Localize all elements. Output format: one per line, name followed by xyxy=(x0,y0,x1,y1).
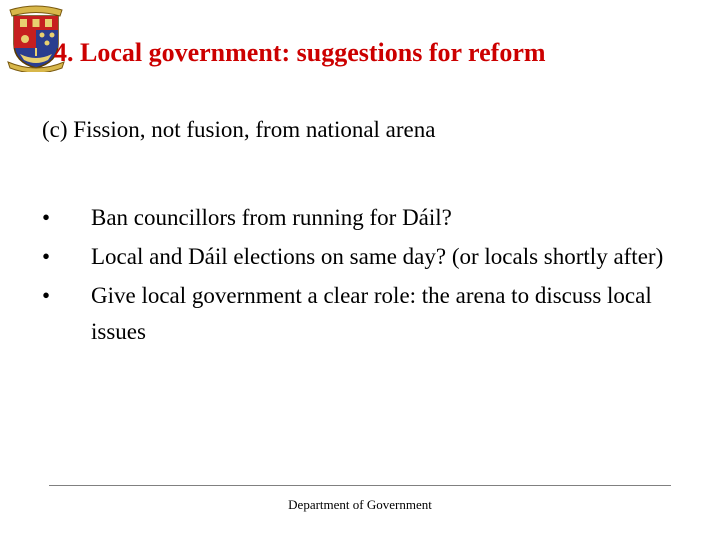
slide-subtitle: (c) Fission, not fusion, from national arena xyxy=(42,117,436,142)
bullet-text: Local and Dáil elections on same day? (or locals shortly after) xyxy=(91,244,664,269)
bullet-text: Give local government a clear role: the arena to discuss local issues xyxy=(91,283,652,344)
bullet-item xyxy=(42,239,682,275)
slide-title: 4. Local government: suggestions for reform xyxy=(54,38,546,67)
bullet-glyph: • xyxy=(42,283,51,308)
bullet-glyph: • xyxy=(42,244,51,269)
bullet-list xyxy=(42,200,682,353)
footer-text: Department of Government xyxy=(288,497,432,512)
bullet-text: Ban councillors from running for Dáil? xyxy=(91,205,452,230)
footer-divider xyxy=(49,485,671,486)
bullet-item xyxy=(42,278,682,350)
bullet-item xyxy=(42,200,682,236)
bullet-glyph: • xyxy=(42,205,51,230)
